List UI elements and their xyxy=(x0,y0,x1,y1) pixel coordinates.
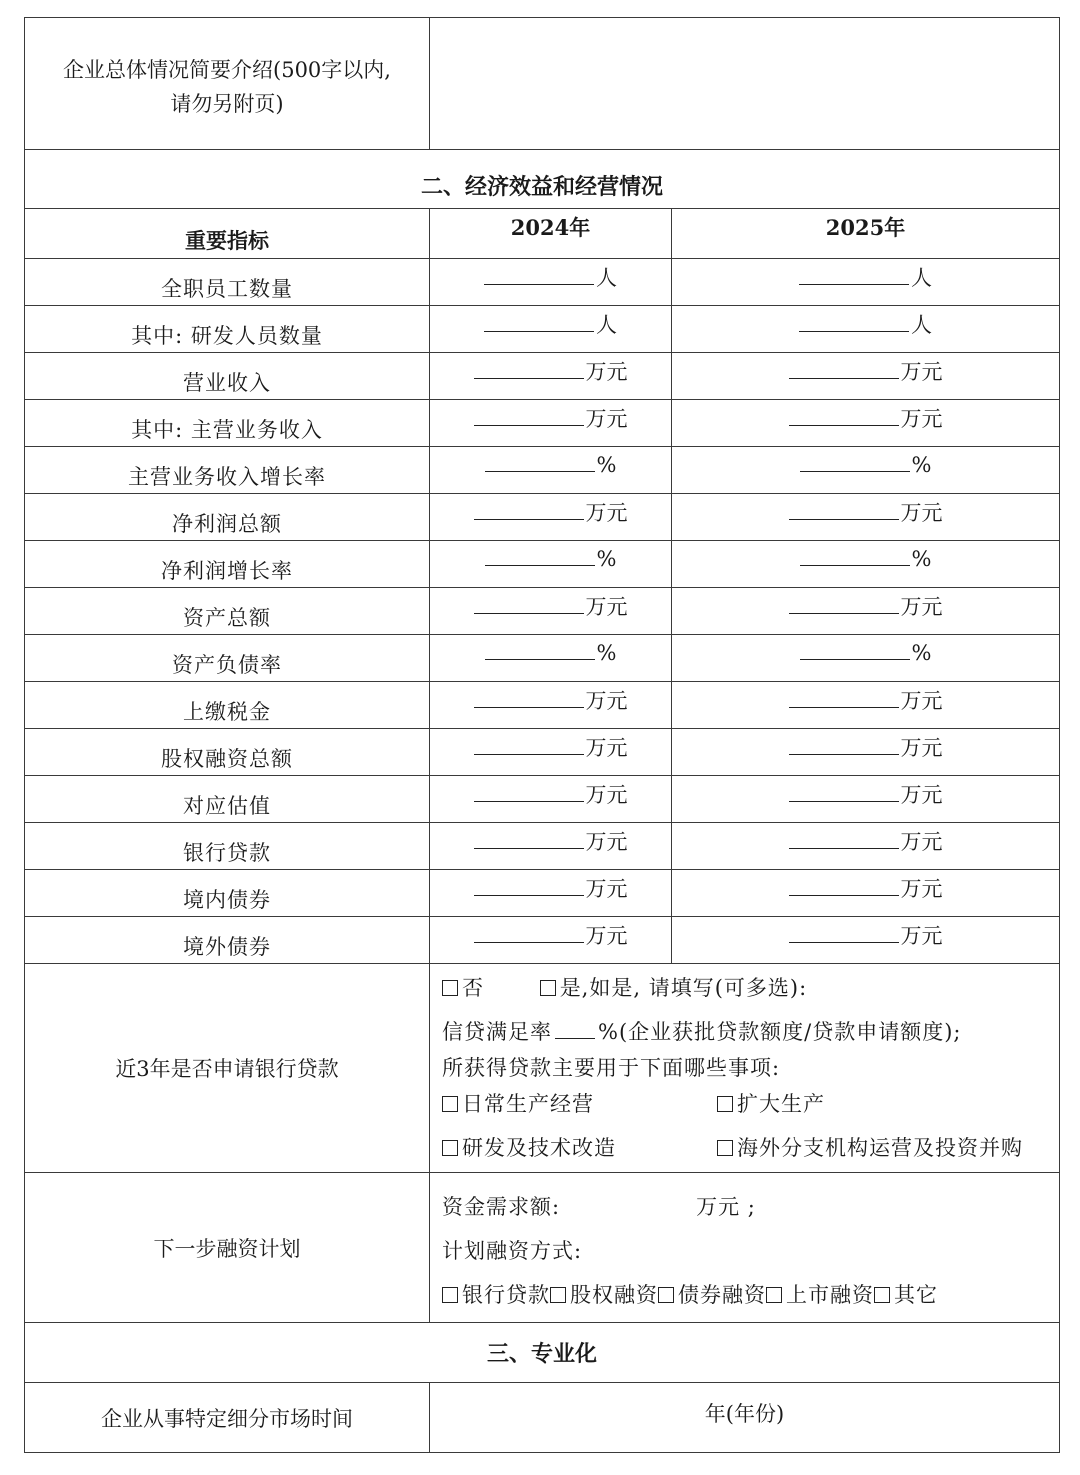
checkbox-icon[interactable] xyxy=(658,1287,674,1303)
indicator-label: 对应估值 xyxy=(25,776,430,823)
indicator-value-2024 xyxy=(430,494,672,541)
indicator-value-2025 xyxy=(672,823,1060,870)
indicator-value-2024 xyxy=(430,682,672,729)
fill-blank-input[interactable] xyxy=(474,697,584,708)
method-bond[interactable] xyxy=(658,1283,766,1307)
intro-label-line1: 企业总体情况简要介绍(500字以内, xyxy=(63,57,391,82)
unit-label: 万元 xyxy=(585,501,628,525)
fill-blank-input[interactable] xyxy=(484,321,594,332)
fill-blank-input[interactable] xyxy=(789,697,899,708)
indicator-header-label: 重要指标 xyxy=(25,209,430,259)
unit-label: 万元 xyxy=(585,924,628,948)
method-label-bond: 债券融资 xyxy=(678,1282,766,1307)
indicator-value-2024 xyxy=(430,259,672,306)
bank-loan-yes-label: 是,如是, 请填写(可多选): xyxy=(559,976,808,1000)
indicator-value-2024 xyxy=(430,917,672,964)
indicator-label: 资产负债率 xyxy=(25,635,430,682)
fill-blank-input[interactable] xyxy=(474,838,584,849)
unit-label: 人 xyxy=(596,266,617,290)
unit-label: 万元 xyxy=(900,501,943,525)
fill-blank-input[interactable] xyxy=(484,274,594,285)
fill-blank-input[interactable] xyxy=(789,838,899,849)
fill-blank-input[interactable] xyxy=(474,932,584,943)
bank-loan-options xyxy=(430,964,1060,1173)
indicator-row xyxy=(25,823,1060,870)
indicator-value-2025 xyxy=(672,682,1060,729)
unit-label: 万元 xyxy=(900,924,943,948)
financing-method-label: 计划融资方式: xyxy=(442,1238,583,1263)
unit-label: 万元 xyxy=(585,360,628,384)
loan-usage-title: 所获得贷款主要用于下面哪些事项: xyxy=(442,1056,781,1080)
unit-label: 万元 xyxy=(900,783,943,807)
fill-blank-input[interactable] xyxy=(799,274,909,285)
bank-loan-yes-option[interactable] xyxy=(540,976,808,1000)
checkbox-icon[interactable] xyxy=(717,1140,733,1156)
bank-loan-row xyxy=(25,964,1060,1173)
unit-label: 万元 xyxy=(585,407,628,431)
indicator-value-2025 xyxy=(672,635,1060,682)
credit-rate-line xyxy=(442,1010,1059,1054)
fill-blank-input[interactable] xyxy=(800,555,910,566)
fill-blank-input[interactable] xyxy=(485,555,595,566)
intro-value-field[interactable] xyxy=(430,18,1060,150)
bank-loan-no-option[interactable] xyxy=(442,976,484,1000)
indicator-row xyxy=(25,306,1060,353)
credit-rate-suffix: %(企业获批贷款额度/贷款申请额度); xyxy=(598,1020,962,1044)
usage-option-expand[interactable] xyxy=(717,1082,825,1126)
unit-label: 万元 xyxy=(585,595,628,619)
indicator-value-2025 xyxy=(672,541,1060,588)
indicator-label: 其中: 主营业务收入 xyxy=(25,400,430,447)
market-time-value[interactable]: 年(年份) xyxy=(430,1383,1060,1453)
unit-label: 人 xyxy=(911,313,932,337)
unit-label: % xyxy=(596,547,617,571)
method-equity[interactable] xyxy=(550,1283,658,1307)
section2-title: 二、经济效益和经营情况 xyxy=(25,150,1060,209)
fill-blank-input[interactable] xyxy=(789,791,899,802)
unit-label: % xyxy=(911,453,932,477)
method-ipo[interactable] xyxy=(766,1283,874,1307)
usage-label-daily: 日常生产经营 xyxy=(462,1092,594,1116)
fill-blank-input[interactable] xyxy=(789,744,899,755)
fill-blank-input[interactable] xyxy=(474,744,584,755)
credit-rate-input[interactable] xyxy=(555,1028,595,1039)
unit-label: % xyxy=(911,641,932,665)
fill-blank-input[interactable] xyxy=(485,649,595,660)
unit-label: 万元 xyxy=(900,689,943,713)
unit-label: % xyxy=(596,453,617,477)
indicator-row xyxy=(25,776,1060,823)
indicator-value-2025 xyxy=(672,870,1060,917)
unit-label: 人 xyxy=(911,266,932,290)
unit-label: 万元 xyxy=(585,783,628,807)
unit-label: 万元 xyxy=(900,407,943,431)
section3-row xyxy=(25,1323,1060,1383)
indicator-label: 上缴税金 xyxy=(25,682,430,729)
fill-blank-input[interactable] xyxy=(474,791,584,802)
indicator-header-year1: 2024年 xyxy=(430,209,672,259)
indicator-value-2024 xyxy=(430,588,672,635)
indicator-value-2025 xyxy=(672,917,1060,964)
fill-blank-input[interactable] xyxy=(474,415,584,426)
unit-label: % xyxy=(911,547,932,571)
indicator-row xyxy=(25,541,1060,588)
indicator-label: 净利润增长率 xyxy=(25,541,430,588)
fill-blank-input[interactable] xyxy=(789,885,899,896)
usage-option-daily[interactable] xyxy=(442,1092,594,1116)
fill-blank-input[interactable] xyxy=(485,461,595,472)
checkbox-icon[interactable] xyxy=(550,1287,566,1303)
indicator-row xyxy=(25,494,1060,541)
indicator-label: 银行贷款 xyxy=(25,823,430,870)
indicator-value-2025 xyxy=(672,400,1060,447)
credit-rate-prefix: 信贷满足率 xyxy=(442,1020,552,1044)
unit-label: 万元 xyxy=(585,830,628,854)
checkbox-icon[interactable] xyxy=(442,1140,458,1156)
unit-label: 万元 xyxy=(585,689,628,713)
usage-label-overseas: 海外分支机构运营及投资并购 xyxy=(737,1136,1023,1160)
fill-blank-input[interactable] xyxy=(474,368,584,379)
indicator-value-2024 xyxy=(430,541,672,588)
fill-blank-input[interactable] xyxy=(789,509,899,520)
form-page xyxy=(24,17,1059,1453)
indicator-row xyxy=(25,682,1060,729)
method-other[interactable] xyxy=(874,1283,938,1307)
indicator-value-2025 xyxy=(672,353,1060,400)
indicator-label: 境外债券 xyxy=(25,917,430,964)
intro-label xyxy=(25,18,430,150)
indicator-row xyxy=(25,400,1060,447)
unit-label: 万元 xyxy=(585,736,628,760)
market-time-label: 企业从事特定细分市场时间 xyxy=(25,1383,430,1453)
unit-label: 万元 xyxy=(585,877,628,901)
checkbox-icon[interactable] xyxy=(766,1287,782,1303)
bank-loan-label: 近3年是否申请银行贷款 xyxy=(25,964,430,1173)
checkbox-icon[interactable] xyxy=(874,1287,890,1303)
indicator-value-2024 xyxy=(430,400,672,447)
indicator-row xyxy=(25,635,1060,682)
indicator-row xyxy=(25,588,1060,635)
bank-loan-yes-no xyxy=(442,966,1059,1010)
unit-label: 万元 xyxy=(900,736,943,760)
financing-plan-options xyxy=(430,1173,1060,1323)
indicator-row xyxy=(25,917,1060,964)
fill-blank-input[interactable] xyxy=(799,321,909,332)
indicator-label: 全职员工数量 xyxy=(25,259,430,306)
indicator-row xyxy=(25,870,1060,917)
fill-blank-input[interactable] xyxy=(789,415,899,426)
fill-blank-input[interactable] xyxy=(474,885,584,896)
method-label-bank-loan: 银行贷款 xyxy=(462,1282,550,1307)
checkbox-icon[interactable] xyxy=(442,980,458,996)
bank-loan-no-label: 否 xyxy=(462,976,484,1000)
loan-usage-row1 xyxy=(442,1082,1059,1126)
indicator-row xyxy=(25,259,1060,306)
intro-label-line2: 请勿另附页) xyxy=(170,91,284,116)
unit-label: 万元 xyxy=(900,877,943,901)
indicator-value-2025 xyxy=(672,306,1060,353)
indicator-value-2024 xyxy=(430,353,672,400)
financing-plan-row xyxy=(25,1173,1060,1323)
indicator-row xyxy=(25,729,1060,776)
indicator-header-year2: 2025年 xyxy=(672,209,1060,259)
unit-label: 万元 xyxy=(900,830,943,854)
unit-label: 万元 xyxy=(900,360,943,384)
intro-row xyxy=(25,18,1060,150)
funding-demand-unit: 万元 ; xyxy=(696,1194,756,1219)
usage-option-rnd[interactable] xyxy=(442,1136,616,1160)
unit-label: % xyxy=(596,641,617,665)
indicator-value-2024 xyxy=(430,635,672,682)
fill-blank-input[interactable] xyxy=(800,461,910,472)
indicator-row xyxy=(25,447,1060,494)
usage-label-expand: 扩大生产 xyxy=(737,1092,825,1116)
checkbox-icon[interactable] xyxy=(717,1096,733,1112)
unit-label: 万元 xyxy=(900,595,943,619)
method-label-equity: 股权融资 xyxy=(570,1282,658,1307)
indicator-value-2024 xyxy=(430,729,672,776)
unit-label: 人 xyxy=(596,313,617,337)
section3-title: 三、专业化 xyxy=(25,1323,1060,1383)
fill-blank-input[interactable] xyxy=(800,649,910,660)
funding-demand-label: 资金需求额: xyxy=(442,1194,561,1219)
financing-methods xyxy=(442,1273,1059,1317)
fill-blank-input[interactable] xyxy=(474,603,584,614)
indicator-value-2025 xyxy=(672,494,1060,541)
fill-blank-input[interactable] xyxy=(789,603,899,614)
indicator-label: 主营业务收入增长率 xyxy=(25,447,430,494)
indicator-label: 资产总额 xyxy=(25,588,430,635)
indicator-value-2025 xyxy=(672,776,1060,823)
indicator-label: 股权融资总额 xyxy=(25,729,430,776)
method-label-other: 其它 xyxy=(894,1282,938,1307)
indicator-value-2024 xyxy=(430,776,672,823)
indicator-value-2024 xyxy=(430,870,672,917)
indicator-header-row xyxy=(25,209,1060,259)
fill-blank-input[interactable] xyxy=(789,368,899,379)
loan-usage-row2 xyxy=(442,1126,1059,1170)
fill-blank-input[interactable] xyxy=(474,509,584,520)
indicator-label: 净利润总额 xyxy=(25,494,430,541)
section2-row xyxy=(25,150,1060,209)
indicator-value-2025 xyxy=(672,588,1060,635)
indicator-label: 其中: 研发人员数量 xyxy=(25,306,430,353)
funding-demand-line xyxy=(442,1185,1059,1229)
indicator-value-2024 xyxy=(430,447,672,494)
usage-option-overseas[interactable] xyxy=(717,1126,1023,1170)
indicator-label: 营业收入 xyxy=(25,353,430,400)
indicator-value-2025 xyxy=(672,259,1060,306)
checkbox-icon[interactable] xyxy=(442,1287,458,1303)
indicator-row xyxy=(25,353,1060,400)
method-bank-loan[interactable] xyxy=(442,1283,550,1307)
method-label-ipo: 上市融资 xyxy=(786,1282,874,1307)
fill-blank-input[interactable] xyxy=(789,932,899,943)
indicator-value-2024 xyxy=(430,823,672,870)
application-form-table xyxy=(24,17,1060,1453)
checkbox-icon[interactable] xyxy=(540,980,556,996)
indicator-label: 境内债券 xyxy=(25,870,430,917)
indicator-value-2025 xyxy=(672,729,1060,776)
indicator-value-2025 xyxy=(672,447,1060,494)
checkbox-icon[interactable] xyxy=(442,1096,458,1112)
market-time-row xyxy=(25,1383,1060,1453)
indicator-value-2024 xyxy=(430,306,672,353)
financing-plan-label: 下一步融资计划 xyxy=(25,1173,430,1323)
usage-label-rnd: 研发及技术改造 xyxy=(462,1136,616,1160)
